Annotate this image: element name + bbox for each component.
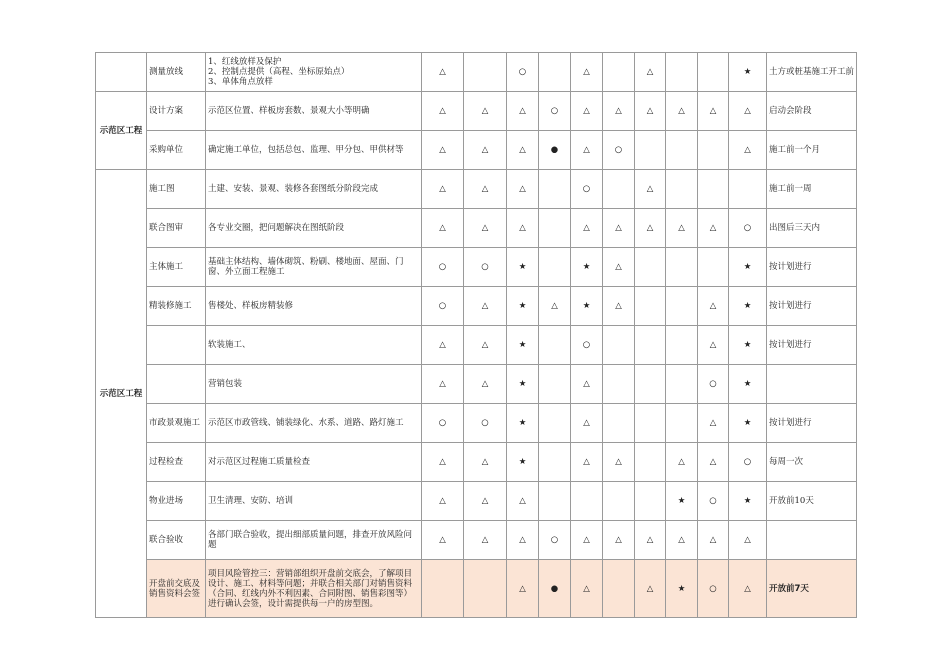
timing-note: 施工前一个月 <box>767 131 857 170</box>
table-row <box>96 521 857 560</box>
mark-cell: △ <box>507 209 539 248</box>
mark-cell <box>539 443 571 482</box>
mark-cell: △ <box>464 92 507 131</box>
mark-cell: ★ <box>729 482 767 521</box>
content-cell <box>206 326 422 365</box>
content-line: 对示范区过程施工质量检查 <box>208 457 311 467</box>
table-row <box>96 131 857 170</box>
mark-cell: △ <box>603 248 635 287</box>
content-cell <box>206 92 422 131</box>
content-cell <box>206 365 422 404</box>
mark-cell: △ <box>464 521 507 560</box>
mark-cell: △ <box>464 326 507 365</box>
content-line: 1、红线放样及保护 <box>208 57 282 67</box>
table-row <box>96 170 857 209</box>
mark-cell: ★ <box>571 287 603 326</box>
mark-cell: ○ <box>464 404 507 443</box>
mark-cell: △ <box>571 209 603 248</box>
mark-cell: △ <box>464 482 507 521</box>
mark-cell: △ <box>422 131 464 170</box>
mark-cell: ○ <box>422 248 464 287</box>
content-line: 卫生清理、安防、培训 <box>208 496 294 506</box>
mark-cell <box>464 53 507 92</box>
mark-cell: △ <box>422 482 464 521</box>
item-cell: 开盘前交底及销售资料会签 <box>147 560 206 618</box>
mark-cell <box>635 404 666 443</box>
mark-cell: ○ <box>698 365 729 404</box>
mark-cell: ○ <box>571 326 603 365</box>
timing-note: 按计划进行 <box>767 404 857 443</box>
mark-cell: △ <box>507 131 539 170</box>
mark-cell: ○ <box>603 131 635 170</box>
mark-cell: △ <box>698 287 729 326</box>
timing-note: 按计划进行 <box>767 248 857 287</box>
mark-cell <box>698 170 729 209</box>
mark-cell <box>603 560 635 618</box>
content-line: 各部门联合验收，提出细部质量问题，排查开放风险问题 <box>208 530 413 550</box>
timing-note: 土方或桩基施工开工前 <box>767 53 857 92</box>
mark-cell: △ <box>698 404 729 443</box>
content-cell <box>206 170 422 209</box>
mark-cell: △ <box>698 521 729 560</box>
timing-note: 出图后三天内 <box>767 209 857 248</box>
mark-cell <box>603 482 635 521</box>
mark-cell <box>635 365 666 404</box>
item-cell: 采购单位 <box>147 131 206 170</box>
mark-cell <box>539 326 571 365</box>
mark-cell: ★ <box>571 248 603 287</box>
mark-cell: △ <box>422 53 464 92</box>
mark-cell: ● <box>539 131 571 170</box>
content-line: 2、控制点提供（高程、坐标原始点） <box>208 67 350 77</box>
mark-cell <box>635 131 666 170</box>
mark-cell: ○ <box>729 209 767 248</box>
mark-cell: ● <box>539 560 571 618</box>
item-cell: 联合图审 <box>147 209 206 248</box>
mark-cell: △ <box>464 170 507 209</box>
mark-cell: △ <box>571 131 603 170</box>
content-cell <box>206 53 422 92</box>
mark-cell: △ <box>507 482 539 521</box>
mark-cell <box>666 53 698 92</box>
mark-cell <box>635 482 666 521</box>
mark-cell: △ <box>571 404 603 443</box>
mark-cell <box>666 170 698 209</box>
mark-cell: ★ <box>507 287 539 326</box>
mark-cell <box>571 482 603 521</box>
mark-cell <box>666 248 698 287</box>
mark-cell <box>698 53 729 92</box>
timing-note: 按计划进行 <box>767 287 857 326</box>
mark-cell <box>603 53 635 92</box>
mark-cell: △ <box>635 560 666 618</box>
timing-note: 启动会阶段 <box>767 92 857 131</box>
mark-cell: △ <box>422 521 464 560</box>
content-line: 确定施工单位，包括总包、监理、甲分包、甲供材等 <box>208 145 404 155</box>
item-cell: 物业进场 <box>147 482 206 521</box>
mark-cell <box>603 365 635 404</box>
mark-cell: △ <box>603 521 635 560</box>
mark-cell: ○ <box>698 560 729 618</box>
table-row <box>96 287 857 326</box>
item-cell <box>147 365 206 404</box>
mark-cell <box>635 443 666 482</box>
table-row <box>96 443 857 482</box>
mark-cell: △ <box>729 560 767 618</box>
mark-cell <box>666 365 698 404</box>
mark-cell: △ <box>507 92 539 131</box>
table-row <box>96 404 857 443</box>
mark-cell <box>698 131 729 170</box>
table-row <box>96 326 857 365</box>
mark-cell: △ <box>464 209 507 248</box>
mark-cell <box>539 365 571 404</box>
mark-cell: △ <box>635 170 666 209</box>
mark-cell: △ <box>571 560 603 618</box>
mark-cell: ★ <box>507 365 539 404</box>
mark-cell <box>422 560 464 618</box>
timing-note: 按计划进行 <box>767 326 857 365</box>
mark-cell: △ <box>666 521 698 560</box>
mark-cell <box>666 404 698 443</box>
item-cell: 联合验收 <box>147 521 206 560</box>
mark-cell: ★ <box>666 482 698 521</box>
group-label: 示范区工程 <box>96 92 147 170</box>
mark-cell: ○ <box>539 521 571 560</box>
table-row <box>96 53 857 92</box>
mark-cell: △ <box>603 287 635 326</box>
mark-cell: △ <box>464 131 507 170</box>
mark-cell: △ <box>698 443 729 482</box>
timing-note: 开放前7天 <box>767 560 857 618</box>
mark-cell: ★ <box>507 404 539 443</box>
mark-cell: △ <box>635 521 666 560</box>
mark-cell <box>635 248 666 287</box>
mark-cell: ★ <box>729 365 767 404</box>
mark-cell <box>603 404 635 443</box>
mark-cell: ★ <box>507 248 539 287</box>
mark-cell: △ <box>571 521 603 560</box>
timing-note: 每周一次 <box>767 443 857 482</box>
mark-cell: ★ <box>729 248 767 287</box>
mark-cell: ★ <box>729 287 767 326</box>
table-row <box>96 482 857 521</box>
mark-cell: △ <box>635 209 666 248</box>
mark-cell: △ <box>464 365 507 404</box>
mark-cell <box>464 560 507 618</box>
content-line: 示范区位置、样板房套数、景观大小等明确 <box>208 106 370 116</box>
content-line: 示范区市政管线、铺装绿化、水系、道路、路灯施工 <box>208 418 404 428</box>
mark-cell <box>539 170 571 209</box>
table-row <box>96 560 857 618</box>
content-cell <box>206 248 422 287</box>
content-line: 各专业交圈，把问题解决在图纸阶段 <box>208 223 345 233</box>
content-line: 3、单体角点放样 <box>208 77 273 87</box>
mark-cell: △ <box>666 209 698 248</box>
content-cell <box>206 443 422 482</box>
mark-cell: △ <box>464 443 507 482</box>
mark-cell <box>666 287 698 326</box>
mark-cell: △ <box>507 560 539 618</box>
mark-cell: ★ <box>507 443 539 482</box>
mark-cell: ○ <box>464 248 507 287</box>
item-cell: 设计方案 <box>147 92 206 131</box>
group-label <box>96 53 147 92</box>
mark-cell: △ <box>666 92 698 131</box>
mark-cell: ○ <box>571 170 603 209</box>
mark-cell <box>729 170 767 209</box>
mark-cell: ○ <box>507 53 539 92</box>
mark-cell: △ <box>507 170 539 209</box>
mark-cell <box>539 209 571 248</box>
item-cell: 市政景观施工 <box>147 404 206 443</box>
content-line: 基础主体结构、墙体砌筑、粉刷、楼地面、屋面、门窗、外立面工程施工 <box>208 257 404 277</box>
content-line: 土建、安装、景观、装修各套图纸分阶段完成 <box>208 184 379 194</box>
mark-cell: △ <box>603 92 635 131</box>
mark-cell: ○ <box>539 92 571 131</box>
mark-cell: △ <box>635 92 666 131</box>
mark-cell <box>539 248 571 287</box>
mark-cell: △ <box>729 521 767 560</box>
mark-cell: △ <box>539 287 571 326</box>
mark-cell: △ <box>571 365 603 404</box>
mark-cell: △ <box>571 443 603 482</box>
item-cell: 精装修施工 <box>147 287 206 326</box>
table-row <box>96 209 857 248</box>
timing-note: 开放前10天 <box>767 482 857 521</box>
responsibility-matrix <box>95 52 857 618</box>
item-cell: 施工图 <box>147 170 206 209</box>
mark-cell: ★ <box>729 326 767 365</box>
content-cell <box>206 560 422 618</box>
timing-note <box>767 365 857 404</box>
content-line: 软装施工、 <box>208 340 251 350</box>
mark-cell <box>539 482 571 521</box>
mark-cell: ○ <box>422 287 464 326</box>
mark-cell: △ <box>729 131 767 170</box>
mark-cell: △ <box>729 92 767 131</box>
mark-cell: △ <box>422 443 464 482</box>
mark-cell: △ <box>507 521 539 560</box>
mark-cell: ○ <box>729 443 767 482</box>
mark-cell <box>539 53 571 92</box>
mark-cell: △ <box>422 92 464 131</box>
content-line: 售楼处、样板房精装修 <box>208 301 294 311</box>
mark-cell: △ <box>666 443 698 482</box>
mark-cell: ○ <box>422 404 464 443</box>
mark-cell <box>666 131 698 170</box>
item-cell: 过程检查 <box>147 443 206 482</box>
table-row <box>96 365 857 404</box>
content-line: 营销包装 <box>208 379 243 389</box>
group-label: 示范区工程 <box>96 170 147 618</box>
mark-cell <box>603 326 635 365</box>
content-cell <box>206 131 422 170</box>
mark-cell <box>635 287 666 326</box>
content-cell <box>206 287 422 326</box>
mark-cell: △ <box>603 443 635 482</box>
mark-cell: ★ <box>729 53 767 92</box>
timing-note: 施工前一周 <box>767 170 857 209</box>
mark-cell: △ <box>571 92 603 131</box>
mark-cell: △ <box>603 209 635 248</box>
mark-cell: ★ <box>729 404 767 443</box>
mark-cell: △ <box>698 209 729 248</box>
content-cell <box>206 521 422 560</box>
mark-cell: △ <box>698 92 729 131</box>
content-cell <box>206 404 422 443</box>
mark-cell: △ <box>571 53 603 92</box>
mark-cell: ★ <box>507 326 539 365</box>
content-cell <box>206 209 422 248</box>
content-line: 项目风险管控三：营销部组织开盘前交底会，了解项目设计、施工、材料等问题；并联合相关部门对销售资料（合同、红线内外不利因素、合同附图、销售彩图等）进行确认会签，设计需提供每一户的房型图。 <box>208 568 413 609</box>
item-cell <box>147 326 206 365</box>
item-cell: 主体施工 <box>147 248 206 287</box>
mark-cell: △ <box>422 209 464 248</box>
mark-cell: △ <box>698 326 729 365</box>
item-cell: 测量放线 <box>147 53 206 92</box>
mark-cell: △ <box>422 365 464 404</box>
content-cell <box>206 482 422 521</box>
mark-cell: △ <box>635 53 666 92</box>
mark-cell <box>666 326 698 365</box>
mark-cell <box>635 326 666 365</box>
mark-cell <box>539 404 571 443</box>
timing-note <box>767 521 857 560</box>
table-row <box>96 248 857 287</box>
mark-cell: ★ <box>666 560 698 618</box>
mark-cell: △ <box>422 326 464 365</box>
mark-cell <box>698 248 729 287</box>
table-row <box>96 92 857 131</box>
mark-cell: △ <box>464 287 507 326</box>
mark-cell: △ <box>422 170 464 209</box>
mark-cell: ○ <box>698 482 729 521</box>
mark-cell <box>603 170 635 209</box>
